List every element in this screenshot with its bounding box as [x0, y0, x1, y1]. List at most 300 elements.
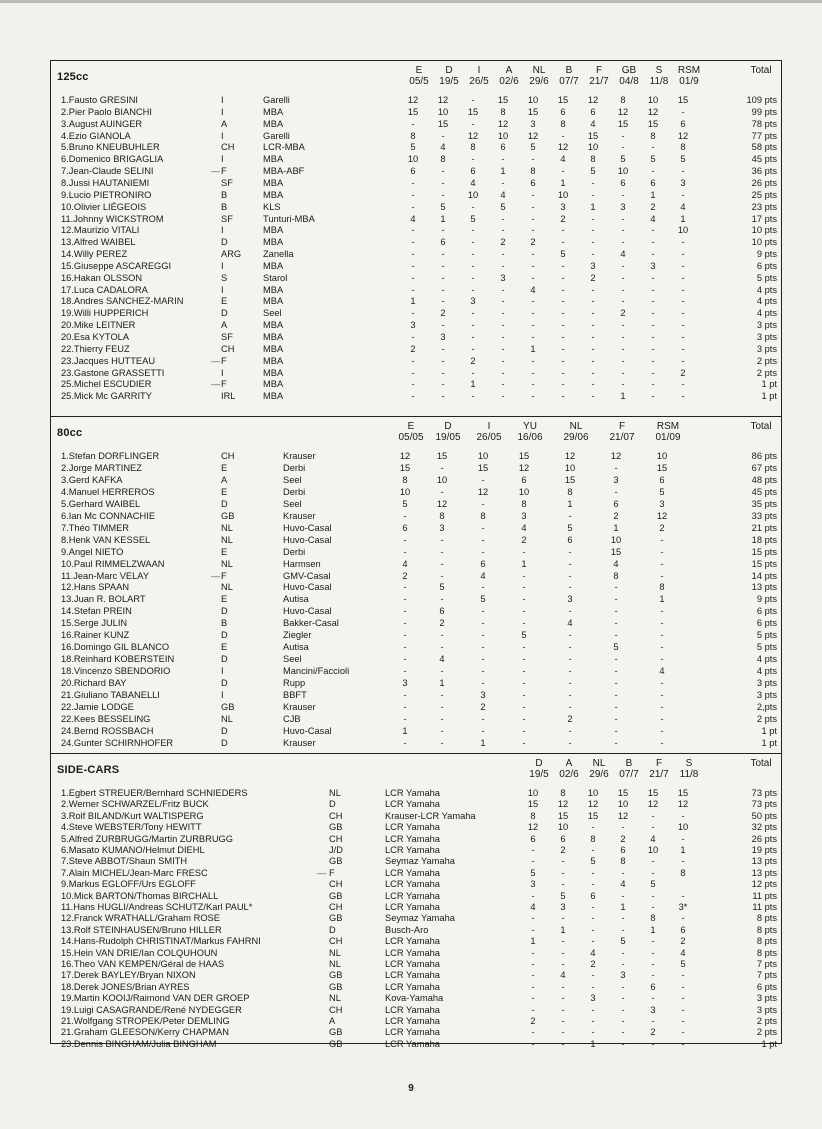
race-points: 8 [530, 810, 536, 821]
event-header [667, 65, 711, 87]
nationality: GB [329, 822, 343, 833]
race-points: - [403, 642, 407, 653]
race-points: 8 [650, 913, 656, 924]
race-points: 5 [521, 630, 527, 641]
race-points: 10 [477, 451, 489, 461]
machine: Huvo-Casal [283, 534, 332, 545]
race-points: - [471, 225, 475, 236]
event-country: D [445, 65, 453, 76]
rider-name: 10.Mick BARTON/Thomas BIRCHALL [61, 890, 219, 901]
race-points: 2 [590, 959, 596, 969]
rider-name: 23.Gastone GRASSETTI [61, 367, 165, 378]
race-points: - [440, 666, 444, 677]
total-points: 3 pts [756, 1004, 777, 1015]
rider-name: 6.Ian Mc CONNACHIE [61, 510, 156, 521]
total-points: 25 pts [751, 189, 777, 200]
race-points: 5 [590, 856, 596, 867]
race-points: - [561, 913, 565, 924]
race-points: 6 [439, 606, 445, 617]
rider-name: 12.Maurizio VITALI [61, 225, 140, 236]
standings-row [51, 594, 781, 606]
race-points: 1 [680, 845, 686, 855]
race-points: - [522, 725, 526, 736]
race-points: 8 [439, 510, 445, 521]
race-points: - [441, 284, 445, 295]
event-date: 21/7 [589, 76, 609, 87]
rider-name: 14.Stefan PREIN [61, 606, 132, 617]
section-title: 80cc [57, 427, 83, 439]
race-points: - [531, 296, 535, 307]
race-points: 10 [587, 142, 599, 153]
race-points: - [561, 1027, 565, 1038]
race-points: - [614, 582, 618, 593]
race-points: - [660, 534, 664, 545]
race-points: 1 [613, 522, 619, 533]
nationality: B [221, 201, 228, 212]
race-points: - [522, 737, 526, 748]
race-points: 15 [587, 810, 599, 821]
race-points: 15 [587, 130, 599, 141]
total-header: Total [750, 758, 772, 769]
rider-name: 11.Hans HUGLI/Andreas SCHUTZ/Karl PAUL* [61, 902, 253, 912]
race-points: - [614, 462, 618, 473]
machine: LCR Yamaha [385, 936, 440, 947]
standings-row [51, 834, 781, 846]
race-points: - [621, 981, 625, 992]
total-points: 19 pts [751, 845, 777, 855]
total-points: 13 pts [751, 867, 777, 878]
race-points: - [614, 606, 618, 617]
event-date: 04/8 [619, 76, 639, 87]
race-points: 10 [677, 822, 689, 833]
race-points: - [441, 343, 445, 354]
race-points: - [501, 296, 505, 307]
race-points: - [403, 713, 407, 724]
standings-row [51, 925, 781, 937]
race-points: - [660, 737, 664, 748]
race-points: - [621, 367, 625, 378]
race-points: - [403, 630, 407, 641]
rider-name: 7.Alain MICHEL/Jean-Marc FRESC [61, 867, 208, 878]
total-points: 48 pts [751, 474, 777, 485]
machine: Autisa [283, 642, 309, 653]
machine: MBA [263, 355, 284, 366]
race-points: 4 [567, 618, 573, 629]
race-points: - [568, 582, 572, 593]
race-points: - [440, 630, 444, 641]
machine: MBA [263, 343, 284, 354]
event-header [426, 421, 470, 443]
standings-row [51, 332, 781, 344]
rider-name: 7.Théo TIMMER [61, 522, 130, 533]
nationality: GB [329, 1038, 343, 1049]
machine: LCR Yamaha [385, 1004, 440, 1015]
standings-row [51, 970, 781, 982]
race-points: 5 [650, 879, 656, 890]
event-country: B [565, 65, 573, 76]
race-points: - [681, 391, 685, 402]
race-points: - [660, 558, 664, 569]
total-points: 26 pts [751, 833, 777, 844]
race-points: - [621, 947, 625, 958]
race-points: 15 [557, 95, 569, 105]
race-points: 10 [647, 845, 659, 855]
standings-row [51, 202, 781, 214]
total-points: 3 pts [756, 993, 777, 1004]
race-points: 5 [480, 594, 486, 605]
race-points: 10 [497, 130, 509, 141]
race-points: 4 [590, 118, 596, 129]
race-points: 1 [560, 177, 566, 188]
standings-row [51, 1039, 781, 1051]
total-points: 36 pts [751, 166, 777, 177]
race-points: - [561, 1038, 565, 1049]
race-points: 8 [613, 570, 619, 581]
total-points: 67 pts [751, 462, 777, 473]
race-points: - [561, 1016, 565, 1026]
race-points: - [621, 332, 625, 342]
standings-row [51, 308, 781, 320]
race-points: 10 [467, 189, 479, 200]
race-points: - [621, 822, 625, 833]
event-country: D [444, 421, 452, 432]
race-points: 2 [560, 213, 566, 224]
standings-row [51, 630, 781, 642]
race-points: - [591, 284, 595, 295]
dash-mark: — [317, 867, 327, 878]
race-points: - [651, 867, 655, 878]
standings-row [51, 225, 781, 237]
race-points: - [561, 320, 565, 331]
total-points: 13 pts [751, 856, 777, 867]
race-points: 8 [680, 142, 686, 153]
race-points: - [681, 237, 685, 248]
race-points: 4 [659, 666, 665, 677]
race-points: 4 [620, 879, 626, 890]
nationality: GB [329, 970, 343, 981]
race-points: 2 [613, 510, 619, 521]
race-points: - [591, 320, 595, 331]
race-points: - [501, 308, 505, 319]
race-points: - [561, 379, 565, 390]
machine: LCR Yamaha [385, 981, 440, 992]
total-points: 3 pts [756, 343, 777, 354]
race-points: 3 [659, 498, 665, 509]
nationality: GB [329, 913, 343, 924]
event-date: 02/6 [499, 76, 519, 87]
machine: Starol [263, 272, 288, 283]
race-points: - [561, 856, 565, 867]
race-points: - [531, 249, 535, 260]
race-points: - [591, 367, 595, 378]
event-country: E [415, 65, 423, 76]
race-points: 4 [590, 947, 596, 958]
nationality: SF [221, 332, 233, 342]
race-points: - [471, 237, 475, 248]
race-points: - [591, 189, 595, 200]
standings-row [51, 738, 781, 750]
race-points: 4 [680, 947, 686, 958]
race-points: 4 [480, 570, 486, 581]
machine: Krauser [283, 737, 316, 748]
race-points: - [522, 678, 526, 689]
rider-name: 25.Mick Mc GARRITY [61, 391, 152, 402]
dash-mark: — [211, 166, 221, 177]
race-points: - [651, 308, 655, 319]
standings-row [51, 463, 781, 475]
machine: Mancini/Faccioli [283, 666, 350, 677]
standings-row [51, 936, 781, 948]
nationality: F [221, 166, 227, 177]
rider-name: 23.Dennis BINGHAM/Julia BINGHAM [61, 1038, 217, 1049]
race-points: - [561, 367, 565, 378]
race-points: - [621, 130, 625, 141]
race-points: - [651, 970, 655, 981]
nationality: D [221, 606, 228, 617]
race-points: - [660, 725, 664, 736]
total-points: 10 pts [751, 225, 777, 236]
total-points: 50 pts [751, 810, 777, 821]
standings-row [51, 451, 781, 463]
race-points: - [501, 225, 505, 236]
total-points: 2,pts [756, 701, 777, 712]
standings-row [51, 714, 781, 726]
race-points: - [441, 225, 445, 236]
total-points: 4 pts [756, 284, 777, 295]
race-points: 10 [527, 788, 539, 798]
nationality: F [221, 570, 227, 581]
race-points: 2 [659, 522, 665, 533]
race-points: 12 [518, 462, 530, 473]
race-points: 6 [680, 924, 686, 935]
race-points: - [403, 618, 407, 629]
standings-row [51, 487, 781, 499]
race-points: - [621, 1038, 625, 1049]
machine: LCR Yamaha [385, 1016, 440, 1026]
race-points: - [681, 272, 685, 283]
race-points: 2 [590, 272, 596, 283]
machine: Garelli [263, 95, 290, 105]
race-points: - [531, 1038, 535, 1049]
nationality: NL [329, 993, 341, 1004]
race-points: - [481, 678, 485, 689]
race-points: 8 [410, 130, 416, 141]
standings-row [51, 142, 781, 154]
race-points: - [621, 1016, 625, 1026]
race-points: 2 [530, 237, 536, 248]
machine: Seymaz Yamaha [385, 913, 455, 924]
event-date: 07/7 [559, 76, 579, 87]
race-points: - [531, 391, 535, 402]
race-points: - [440, 642, 444, 653]
race-points: - [471, 284, 475, 295]
rider-name: 20.Esa KYTOLA [61, 332, 130, 342]
event-date: 19/5 [529, 769, 549, 780]
event-date: 01/09 [655, 432, 681, 443]
race-points: - [591, 355, 595, 366]
race-points: - [411, 332, 415, 342]
race-points: 6 [440, 237, 446, 248]
nationality: D [329, 799, 336, 810]
race-points: - [411, 249, 415, 260]
rider-name: 9.Lucio PIETRONIRO [61, 189, 152, 200]
rider-name: 16.Hakan OLSSON [61, 272, 143, 283]
event-date: 29/6 [529, 76, 549, 87]
total-points: 5 pts [756, 630, 777, 641]
race-points: 15 [518, 451, 530, 461]
machine: Huvo-Casal [283, 725, 332, 736]
race-points: - [561, 936, 565, 947]
race-points: 12 [564, 451, 576, 461]
race-points: 12 [437, 95, 449, 105]
standings-row [51, 902, 781, 914]
race-points: - [471, 308, 475, 319]
machine: Kova-Yamaha [385, 993, 444, 1004]
standings-row [51, 190, 781, 202]
race-points: 2 [410, 343, 416, 354]
event-date: 26/05 [476, 432, 502, 443]
race-points: 4 [680, 201, 686, 212]
race-points: - [411, 118, 415, 129]
race-points: 1 [650, 924, 656, 935]
race-points: 10 [557, 189, 569, 200]
nationality: CH [329, 936, 343, 947]
machine: KLS [263, 201, 281, 212]
standings-row [51, 95, 781, 107]
race-points: - [411, 272, 415, 283]
rider-name: 19.Martin KOOIJ/Raimond VAN DER GROEP [61, 993, 250, 1004]
event-country: NL [532, 65, 546, 76]
nationality: D [221, 678, 228, 689]
race-points: - [591, 879, 595, 890]
race-points: - [591, 924, 595, 935]
race-points: - [531, 924, 535, 935]
race-points: - [531, 981, 535, 992]
race-points: - [614, 725, 618, 736]
standings-row [51, 891, 781, 903]
race-points: 10 [399, 486, 411, 497]
rider-name: 21.Graham GLEESON/Kerry CHAPMAN [61, 1027, 229, 1038]
machine: Garelli [263, 130, 290, 141]
race-points: 10 [407, 154, 419, 165]
total-points: 35 pts [751, 498, 777, 509]
race-points: 10 [527, 95, 539, 105]
section-title: SIDE-CARS [57, 764, 120, 776]
race-points: 12 [617, 810, 629, 821]
race-points: - [403, 737, 407, 748]
race-points: 15 [527, 106, 539, 117]
nationality: CH [221, 343, 235, 354]
machine: MBA [263, 391, 284, 402]
race-points: 2 [560, 845, 566, 855]
total-points: 1 pt [761, 1038, 777, 1049]
nationality: NL [221, 582, 233, 593]
page-top-rule [0, 0, 822, 3]
rider-name: 14.Hans-Rudolph CHRISTINAT/Markus FAHRNI [61, 936, 261, 947]
race-points: - [621, 343, 625, 354]
rider-name: 4.Manuel HERREROS [61, 486, 155, 497]
race-points: - [568, 510, 572, 521]
rider-name: 19.Willi HUPPERICH [61, 308, 149, 319]
rider-name: 18.Derek JONES/Brian AYRES [61, 981, 190, 992]
race-points: - [522, 582, 526, 593]
race-points: - [621, 284, 625, 295]
event-country: A [565, 758, 573, 769]
race-points: - [561, 237, 565, 248]
race-points: - [651, 1016, 655, 1026]
rider-name: 16.Rainer KUNZ [61, 630, 130, 641]
race-points: 12 [677, 130, 689, 141]
race-points: 15 [647, 118, 659, 129]
race-points: - [681, 379, 685, 390]
race-points: 6 [560, 106, 566, 117]
machine: Seel [283, 654, 302, 665]
race-points: - [411, 237, 415, 248]
race-points: - [441, 249, 445, 260]
race-points: - [501, 284, 505, 295]
total-points: 45 pts [751, 154, 777, 165]
rider-name: 4.Ezio GIANOLA [61, 130, 131, 141]
race-points: - [441, 379, 445, 390]
standings-row [51, 131, 781, 143]
race-points: - [501, 332, 505, 342]
event-country: I [477, 65, 481, 76]
standings-row [51, 214, 781, 226]
race-points: - [681, 106, 685, 117]
rider-name: 3.Rolf BILAND/Kurt WALTISPERG [61, 810, 204, 821]
race-points: - [481, 546, 485, 557]
race-points: 15 [677, 788, 689, 798]
race-points: 3 [439, 522, 445, 533]
race-points: - [531, 367, 535, 378]
race-points: 2 [402, 570, 408, 581]
standings-row [51, 547, 781, 559]
race-points: 10 [437, 106, 449, 117]
standings-row [51, 702, 781, 714]
machine: MBA [263, 367, 284, 378]
machine: MBA [263, 284, 284, 295]
race-points: - [681, 343, 685, 354]
nationality: F [221, 379, 227, 390]
race-points: 6 [620, 177, 626, 188]
race-points: 5 [680, 959, 686, 969]
race-points: 2 [440, 308, 446, 319]
nationality: E [221, 296, 228, 307]
race-points: - [591, 237, 595, 248]
nationality: NL [329, 788, 341, 798]
nationality: S [221, 272, 228, 283]
rider-name: 6.Domenico BRIGAGLIA [61, 154, 164, 165]
race-points: 15 [437, 118, 449, 129]
race-points: 10 [656, 451, 668, 461]
race-points: - [441, 296, 445, 307]
race-points: 12 [656, 510, 668, 521]
race-points: - [621, 225, 625, 236]
race-points: 1 [500, 166, 506, 177]
total-points: 32 pts [751, 822, 777, 833]
race-points: - [501, 320, 505, 331]
race-points: - [403, 654, 407, 665]
race-points: 4 [500, 189, 506, 200]
race-points: 6 [521, 474, 527, 485]
race-points: 6 [659, 474, 665, 485]
race-points: - [568, 666, 572, 677]
nationality: B [221, 189, 228, 200]
race-points: - [531, 355, 535, 366]
race-points: - [481, 725, 485, 736]
race-points: - [411, 355, 415, 366]
total-points: 2 pts [756, 355, 777, 366]
